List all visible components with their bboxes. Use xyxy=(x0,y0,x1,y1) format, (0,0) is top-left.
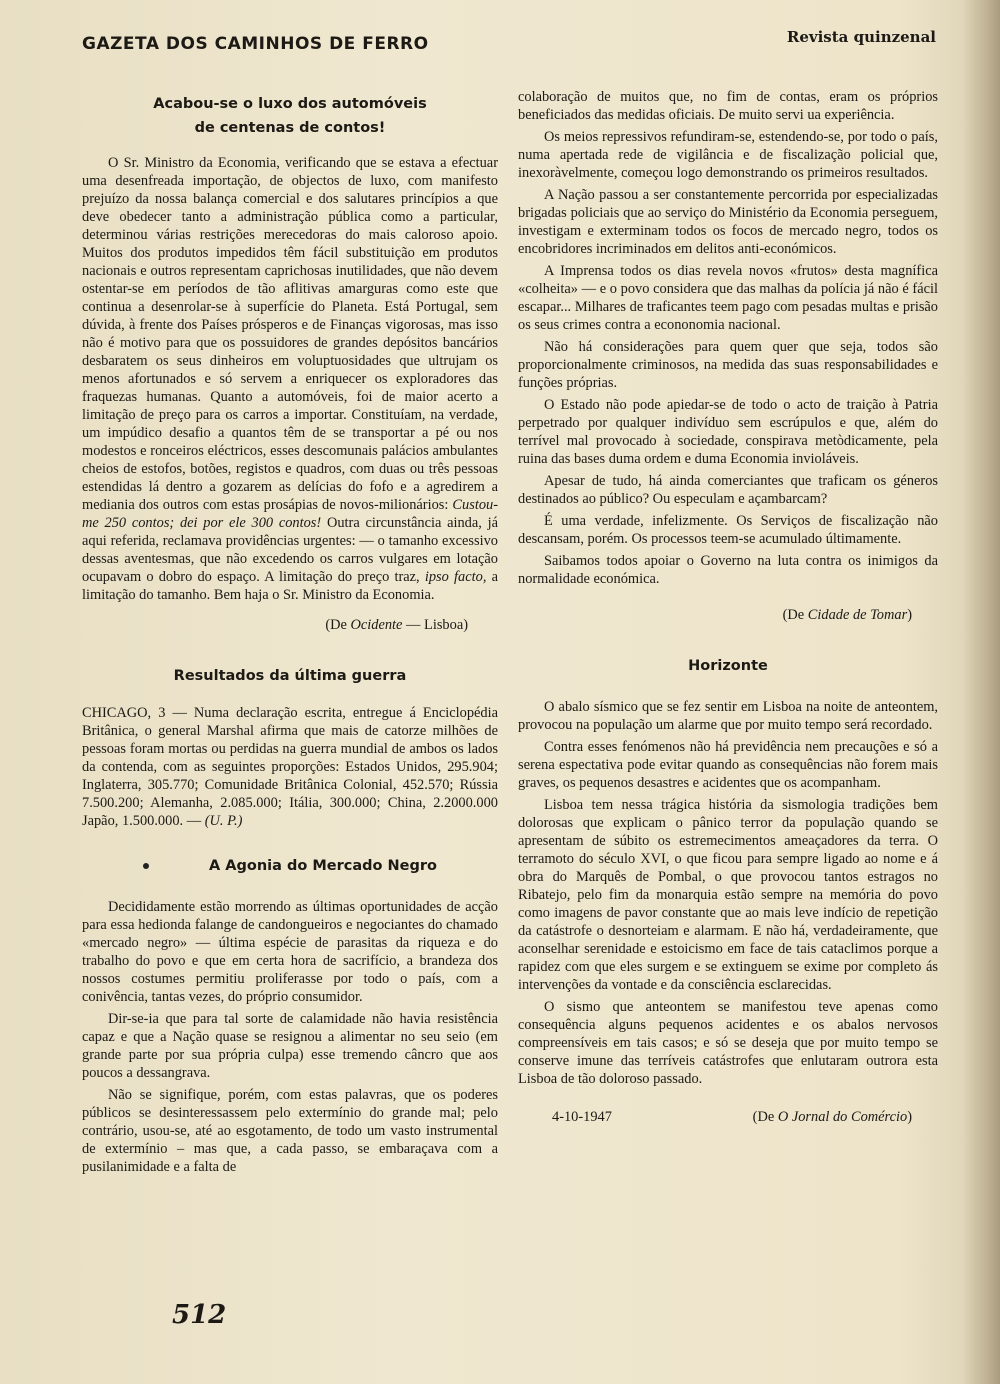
article-mercado-negro-p1: Decididamente estão morrendo as últimas oportunidades de acção para essa hedionda falange de candongueiros e negociantes do chamado «mercado negro» — última espécie de parasitas da riqueza e do trabalho do povo e que em certa hora de sacrifício, a brandeza dos nossos costumes permitiu proliferasse por todo o país, com a conivência, tantas vezes, do próprio consumidor. xyxy=(82,899,498,1005)
article-luxo-paragraph xyxy=(82,154,498,604)
article-luxo-title-line2: de centenas de contos! xyxy=(194,120,386,136)
article-mercado-negro-p5: Os meios repressivos refundiram-se, estendendo-se, por todo o país, numa apertada rede de vigilância e de fiscalização policial que, inexoràvelmente, começou logo demonstrando os primeiros resultados. xyxy=(518,129,938,181)
article-guerra-paragraph: CHICAGO, 3 — Numa declaração escrita, entregue á Enciclopédia Britânica, o general Marshal afirma que mais de catorze milhões de pessoas foram mortas ou perdidas na guerra mundial de ambos os lados da contenda, com as seguintes proporções: Estados Unidos, 295.904; Inglaterra, 305.770; Comunidade Britânica Colonial, 452.570; Rússia 7.500.200; Alemanha, 2.085.000; Itália, 300.000; China, 2.2000.000 Japão, 1.500.000. — (U. P.) xyxy=(82,705,498,829)
article-guerra xyxy=(82,664,498,830)
article-mercado-negro-p10: Apesar de tudo, há ainda comerciantes que traficam os géneros destinados ao público? Ou especulam e açambarcam? xyxy=(518,473,938,507)
article-mercado-negro-p4: colaboração de muitos que, no fim de contas, eram os próprios beneficiados das medidas oficiais. De muito servi ua experiência. xyxy=(518,89,938,123)
left-column xyxy=(82,88,498,1176)
article-luxo-title-line1: Acabou-se o luxo dos automóveis xyxy=(153,96,427,112)
article-horizonte-p3: Lisboa tem nessa trágica história da sismologia tradições bem dolorosas que explicam o pânico terror da população quando se apresentam de súbito os estremecimentos ameaçadores da terra. O terramoto do século XVI, o que ficou para sempre ligado ao nome e á obra do Marquês de Pombal, o que provocou tantos estragos no Ribatejo, pelo fim da monarquia estão sempre na memória do povo como imagens de pavor constante que ao mais leve indício de repetição da catástrofe o desnorteiam e alarmam. E não há, verdadeiramente, que aconselhar serenidade e estoicismo em face de tais cataclimos porque a rapidez com que eles surgem e se extinguem se exime por completo ás intervenções da vontade e da consciência esclarecidas. xyxy=(518,797,938,993)
article-mercado-negro-p6: A Nação passou a ser constantemente percorrida por especializadas brigadas policiais que ao serviço do Ministério da Economia perseguem, investigam e exterminam todos os focos de mercado negro, todos os encobridores incriminados em delitos anti-económicos. xyxy=(518,187,938,257)
article-horizonte-p1: O abalo sísmico que se fez sentir em Lisboa na noite de anteontem, provocou na população um alarme que por muito tempo será recordado. xyxy=(518,699,938,733)
article-horizonte-date: 4-10-1947 xyxy=(552,1109,612,1125)
publication-title: GAZETA DOS CAMINHOS DE FERRO xyxy=(82,34,429,54)
bullet-icon xyxy=(143,863,149,869)
article-mercado-negro-p9: O Estado não pode apiedar-se de todo o acto de traição à Patria perpetrado por qualquer indivíduo sem escrúpulos e que, além do terrível mal provocado à sociedade, conspirava metòdicamente, pela ruina das bases duma ordem e duma Economia invioláveis. xyxy=(518,397,938,467)
article-mercado-negro-p2: Dir-se-ia que para tal sorte de calamidade não havia resistência capaz e que a Nação quase se resignou a alimentar no seu seio (em grande parte por sua própria culpa) esse tremendo câncro que aos poucos a dessangrava. xyxy=(82,1011,498,1081)
article-mercado-negro-p12: Saibamos todos apoiar o Governo na luta contra os inimigos da normalidade económica. xyxy=(518,553,938,587)
article-mercado-negro-p8: Não há considerações para quem quer que seja, todos são proporcionalmente criminosos, na medida das suas responsabilidades e funções próprias. xyxy=(518,339,938,391)
article-horizonte-title: Horizonte xyxy=(688,658,768,674)
article-guerra-title: Resultados da última guerra xyxy=(173,668,407,684)
page-number: 512 xyxy=(172,1300,227,1330)
article-mercado-negro-attribution: (De Cidade de Tomar) xyxy=(782,607,912,623)
article-luxo-text-2: Outra circunstância ainda, já aqui referida, reclamava providências urgentes: — o tamanho excessivo dessas aventesmas, que não excedendo os carros vulgares em lotação ocupavam o dobro do espaço. A limitação do preço traz, xyxy=(82,515,498,585)
publication-subtitle: Revista quinzenal xyxy=(786,28,936,46)
article-luxo xyxy=(82,92,498,634)
article-luxo-text-3: , a limitação do tamanho. Bem haja o Sr. Ministro da Economia. xyxy=(82,569,498,603)
article-horizonte xyxy=(518,654,938,1126)
article-luxo-text-1: O Sr. Ministro da Economia, verificando que se estava a efectuar uma desenfreada importação, de objectos de luxo, com manifesto prejuízo da nossa balança comercial e dos salutares princípios a que deve obedecer tanto a administração pública como a particular, determinou várias restrições merecedoras do mais caloroso apoio. Muitos dos produtos impedidos têm fácil substituição em produtos nacionais e outros representam caprichosas inutilidades, que não devem ostentar-se em períodos de tão aflitivas amarguras como este que continua a desenrolar-se à superfície do Planeta. Está Portugal, sem dúvida, à frente dos Países prósperos e de Finanças vigorosas, mas isso não é motivo para que os possuidores de grandes depósitos bancários desbaratem os seus dinheiros em voluptuosidades que ultrujam os menos afortunados e só servem a enriquecer os exploradores das fraquezas humanas. Quanto a automóveis, foi de maior acerto a limitação de preço para os carros a importar. Constituíam, na verdade, um impúdico desafio a quantos têm de se transportar a pé ou nos modestos e ronceiros eléctricos, esses descomunais palácios ambulantes cheios de estofos, botões, registos e quadros, com duas ou três pessoas estendidas lá dentro a gozarem as delícias do fofo e a agredirem a mediania dos outros com estas prosápias de novos-milionários: xyxy=(82,155,498,513)
article-luxo-latin: ipso facto xyxy=(424,569,483,585)
article-luxo-quote: Custou-me 250 contos; dei por ele 300 contos! xyxy=(82,497,498,531)
right-column xyxy=(518,88,938,1126)
article-horizonte-footer xyxy=(518,1108,938,1126)
article-horizonte-attribution: (De O Jornal do Comércio) xyxy=(752,1109,912,1125)
page-edge-shadow xyxy=(962,0,1000,1384)
article-horizonte-p4: O sismo que anteontem se manifestou teve apenas como consequência alguns pequenos acidentes e os abalos nervosos compreensíveis em tais casos; e só se deseja que por muito tempo se conserve imune das terríveis catástrofes que enlutaram outrora esta Lisboa de tão doloroso passado. xyxy=(518,999,938,1087)
article-mercado-negro-title: A Agonia do Mercado Negro xyxy=(82,854,498,878)
article-mercado-negro xyxy=(82,854,498,1176)
article-mercado-negro-p7: A Imprensa todos os dias revela novos «frutos» desta magnífica «colheita» — e o povo considera que das malhas da polícia já não é fácil escapar... Milhares de traficantes teem pago com pesadas multas e prisão os seus crimes contra a econonomia nacional. xyxy=(518,263,938,333)
article-horizonte-p2: Contra esses fenómenos não há previdência nem precauções e só a serena espectativa pode evitar quando as consequências não forem mais graves, os pequenos desastres e acidentes que os acompanham. xyxy=(518,739,938,791)
article-luxo-attribution: (De Ocidente — Lisboa) xyxy=(325,617,468,633)
article-mercado-negro-p3: Não se signifique, porém, com estas palavras, que os poderes públicos se desinteressassem pelo extermínio do grande mal; pelo contrário, usou-se, até ao esgotamento, de todo um vasto instrumental de extermínio – mas que, a cada passo, se embaraçava com a pusilanimidade e a falta de xyxy=(82,1087,498,1175)
article-mercado-negro-p11: É uma verdade, infelizmente. Os Serviços de fiscalização não descansam, porém. Os processos teem-se acumulado últimamente. xyxy=(518,513,938,547)
